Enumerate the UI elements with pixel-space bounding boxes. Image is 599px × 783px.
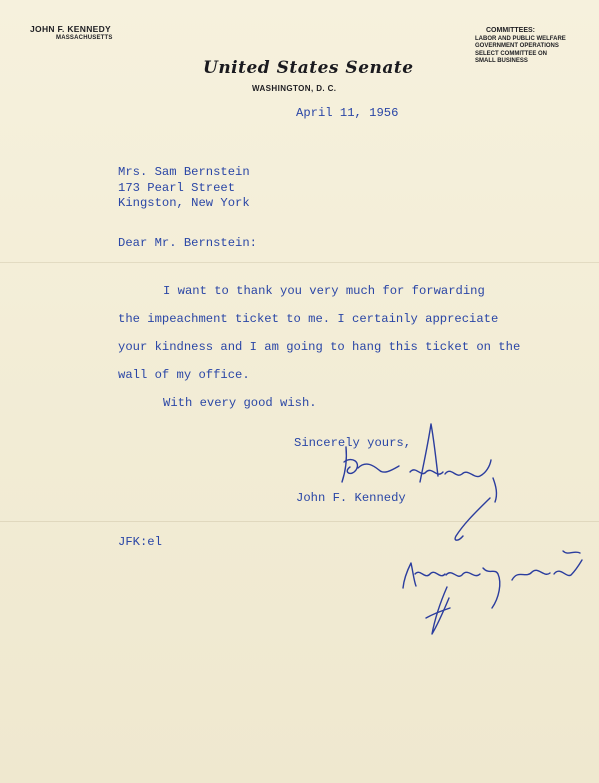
body-line: the impeachment ticket to me. I certainly appreciate (118, 312, 499, 326)
recipient-city: Kingston, New York (118, 196, 250, 210)
committee-item: LABOR AND PUBLIC WELFARE (475, 35, 566, 42)
body-line: wall of my office. (118, 368, 250, 382)
reference-initials: JFK:el (118, 535, 162, 549)
salutation: Dear Mr. Bernstein: (118, 236, 257, 250)
letter-date: April 11, 1956 (296, 106, 399, 120)
sender-name: JOHN F. KENNEDY (30, 24, 112, 34)
typed-signature-name: John F. Kennedy (296, 491, 406, 505)
city-line: WASHINGTON, D. C. (252, 84, 337, 93)
committees-title: COMMITTEES: (486, 27, 535, 34)
handwritten-note (403, 498, 582, 634)
committee-item: SMALL BUSINESS (475, 58, 528, 65)
committee-item: GOVERNMENT OPERATIONS (475, 43, 559, 50)
body-line: I want to thank you very much for forwarding (163, 284, 485, 298)
handwritten-signature (342, 424, 496, 502)
recipient-street: 173 Pearl Street (118, 180, 236, 195)
sender-state: MASSACHUSETTS (56, 35, 113, 41)
body-line: your kindness and I am going to hang this ticket on the (118, 340, 521, 354)
committee-item: SELECT COMMITTEE ON (475, 50, 547, 57)
closing: Sincerely yours, (294, 436, 412, 450)
recipient-name: Mrs. Sam Bernstein (118, 165, 250, 179)
good-wish-line: With every good wish. (163, 396, 317, 410)
institution-title: United States Senate (203, 58, 414, 78)
